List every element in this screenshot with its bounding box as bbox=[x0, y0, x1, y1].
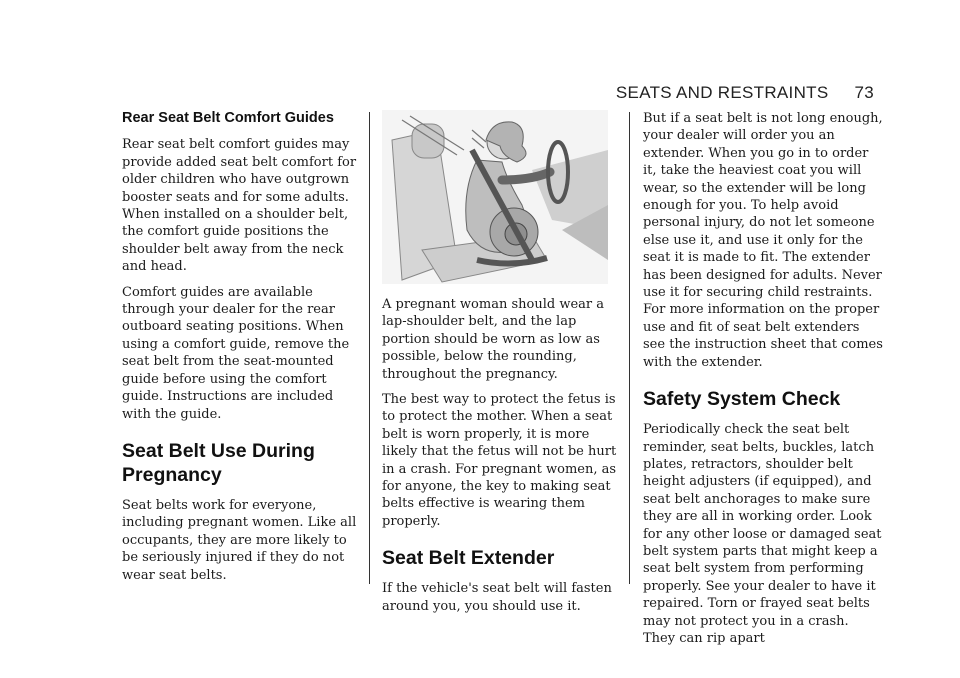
column-middle bbox=[382, 110, 622, 623]
paragraph: Periodically check the seat belt reminder, seat belts, buckles, latch plates, retractors, shoulder belt height adjusters (if equipped), and seat belt anchorages to make sure they are all in working order. Look for any other loose or damaged seat belt system parts that might keep a seat belt system from performing properly. See your dealer to have it repaired. Torn or frayed seat belts may not protect you in a crash. They can rip apart bbox=[643, 422, 882, 646]
paragraph: The best way to protect the fetus is to protect the mother. When a seat belt is worn properly, it is more likely that the fetus will not be hurt in a crash. For pregnant women, as for anyone, the key to making seat belts effective is wearing them properly. bbox=[382, 392, 617, 529]
paragraph: If the vehicle's seat belt will fasten around you, you should use it. bbox=[382, 581, 612, 614]
paragraph: Seat belts work for everyone, including pregnant women. Like all occupants, they are more likely to be seriously injured if they do not wear seat belts. bbox=[122, 497, 357, 583]
paragraph: A pregnant woman should wear a lap-shoulder belt, and the lap portion should be worn as low as possible, below the rounding, throughout the pregnancy. bbox=[382, 297, 604, 382]
illustration-svg bbox=[382, 110, 608, 284]
paragraph: Rear seat belt comfort guides may provide added seat belt comfort for older children who have outgrown booster seats and for some adults. When installed on a shoulder belt, the comfort guide positions the shoulder belt away from the neck and head. bbox=[122, 137, 357, 275]
heading-comfort-guides: Rear Seat Belt Comfort Guides bbox=[122, 110, 334, 126]
page-number: 73 bbox=[854, 83, 874, 102]
heading-safety-check: Safety System Check bbox=[643, 388, 841, 411]
column-divider bbox=[369, 112, 370, 584]
paragraph: Comfort guides are available through your dealer for the rear outboard seating positions. When using a comfort guide, remove the seat belt from the seat-mounted guide before using the comfort guide. Instructions are included with the guide. bbox=[122, 284, 350, 422]
section-title: SEATS AND RESTRAINTS bbox=[615, 83, 829, 102]
running-header bbox=[616, 83, 874, 103]
column-right bbox=[643, 110, 883, 655]
column-left bbox=[122, 110, 362, 592]
column-divider bbox=[629, 112, 630, 584]
heading-extender: Seat Belt Extender bbox=[382, 547, 555, 570]
paragraph: But if a seat belt is not long enough, your dealer will order you an extender. When you go in to order it, take the heaviest coat you will wear, so the extender will be long enough for you. To help avoid personal injury, do not let someone else use it, and use it only for the seat it is made to fit. The extender has been designed for adults. Never use it for securing child restraints. For more information on the proper use and fit of seat belt extenders see the instruction sheet that comes with the extender. bbox=[643, 111, 883, 370]
pregnant-woman-illustration bbox=[382, 110, 608, 284]
heading-pregnancy: Seat Belt Use During Pregnancy bbox=[122, 439, 315, 486]
